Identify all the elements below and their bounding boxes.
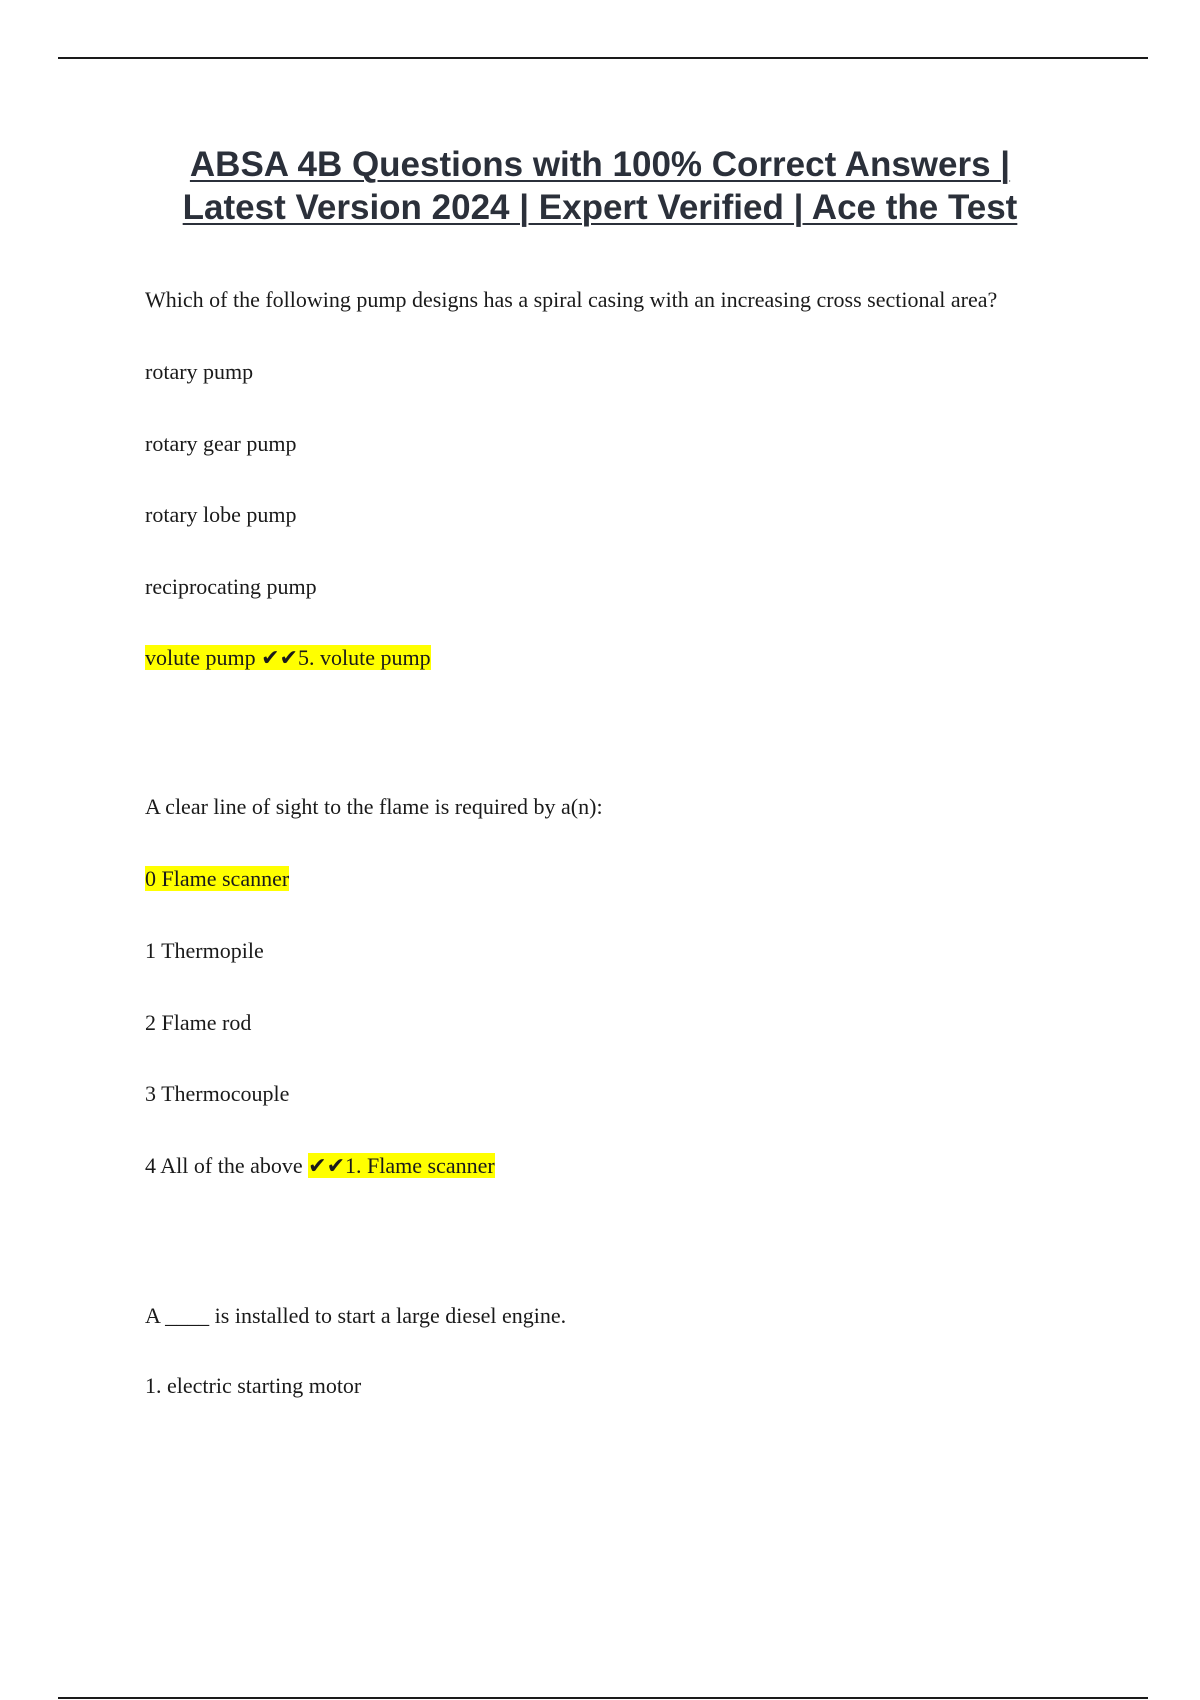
q2-answer-highlight: ✔✔1. Flame scanner — [308, 1153, 495, 1178]
q2-option: 4 All of the above — [145, 1153, 303, 1178]
q2-option: 2 Flame rod — [145, 1010, 252, 1035]
question-1: Which of the following pump designs has a spiral casing with an increasing cross sectional area? — [145, 287, 998, 312]
question-2: A clear line of sight to the flame is required by a(n): — [145, 794, 603, 819]
q1-option: rotary pump — [145, 359, 254, 384]
q3-option: 1. electric starting motor — [145, 1373, 362, 1398]
footer-rule — [58, 1697, 1148, 1699]
q2-option-highlighted: 0 Flame scanner — [145, 866, 290, 891]
q2-option: 1 Thermopile — [145, 938, 264, 963]
document-title — [0, 143, 1200, 229]
title-line-2: Latest Version 2024 | Expert Verified | Ace the Test — [182, 188, 1018, 227]
title-line-1: ABSA 4B Questions with 100% Correct Answers | — [189, 145, 1011, 184]
question-3: A ____ is installed to start a large diesel engine. — [145, 1303, 567, 1328]
q1-option: rotary gear pump — [145, 431, 297, 456]
q2-option: 3 Thermocouple — [145, 1081, 290, 1106]
header-rule — [58, 57, 1148, 59]
q1-answer-highlight: volute pump ✔✔5. volute pump — [145, 645, 431, 670]
q1-option: rotary lobe pump — [145, 502, 297, 527]
q1-option: reciprocating pump — [145, 574, 317, 599]
